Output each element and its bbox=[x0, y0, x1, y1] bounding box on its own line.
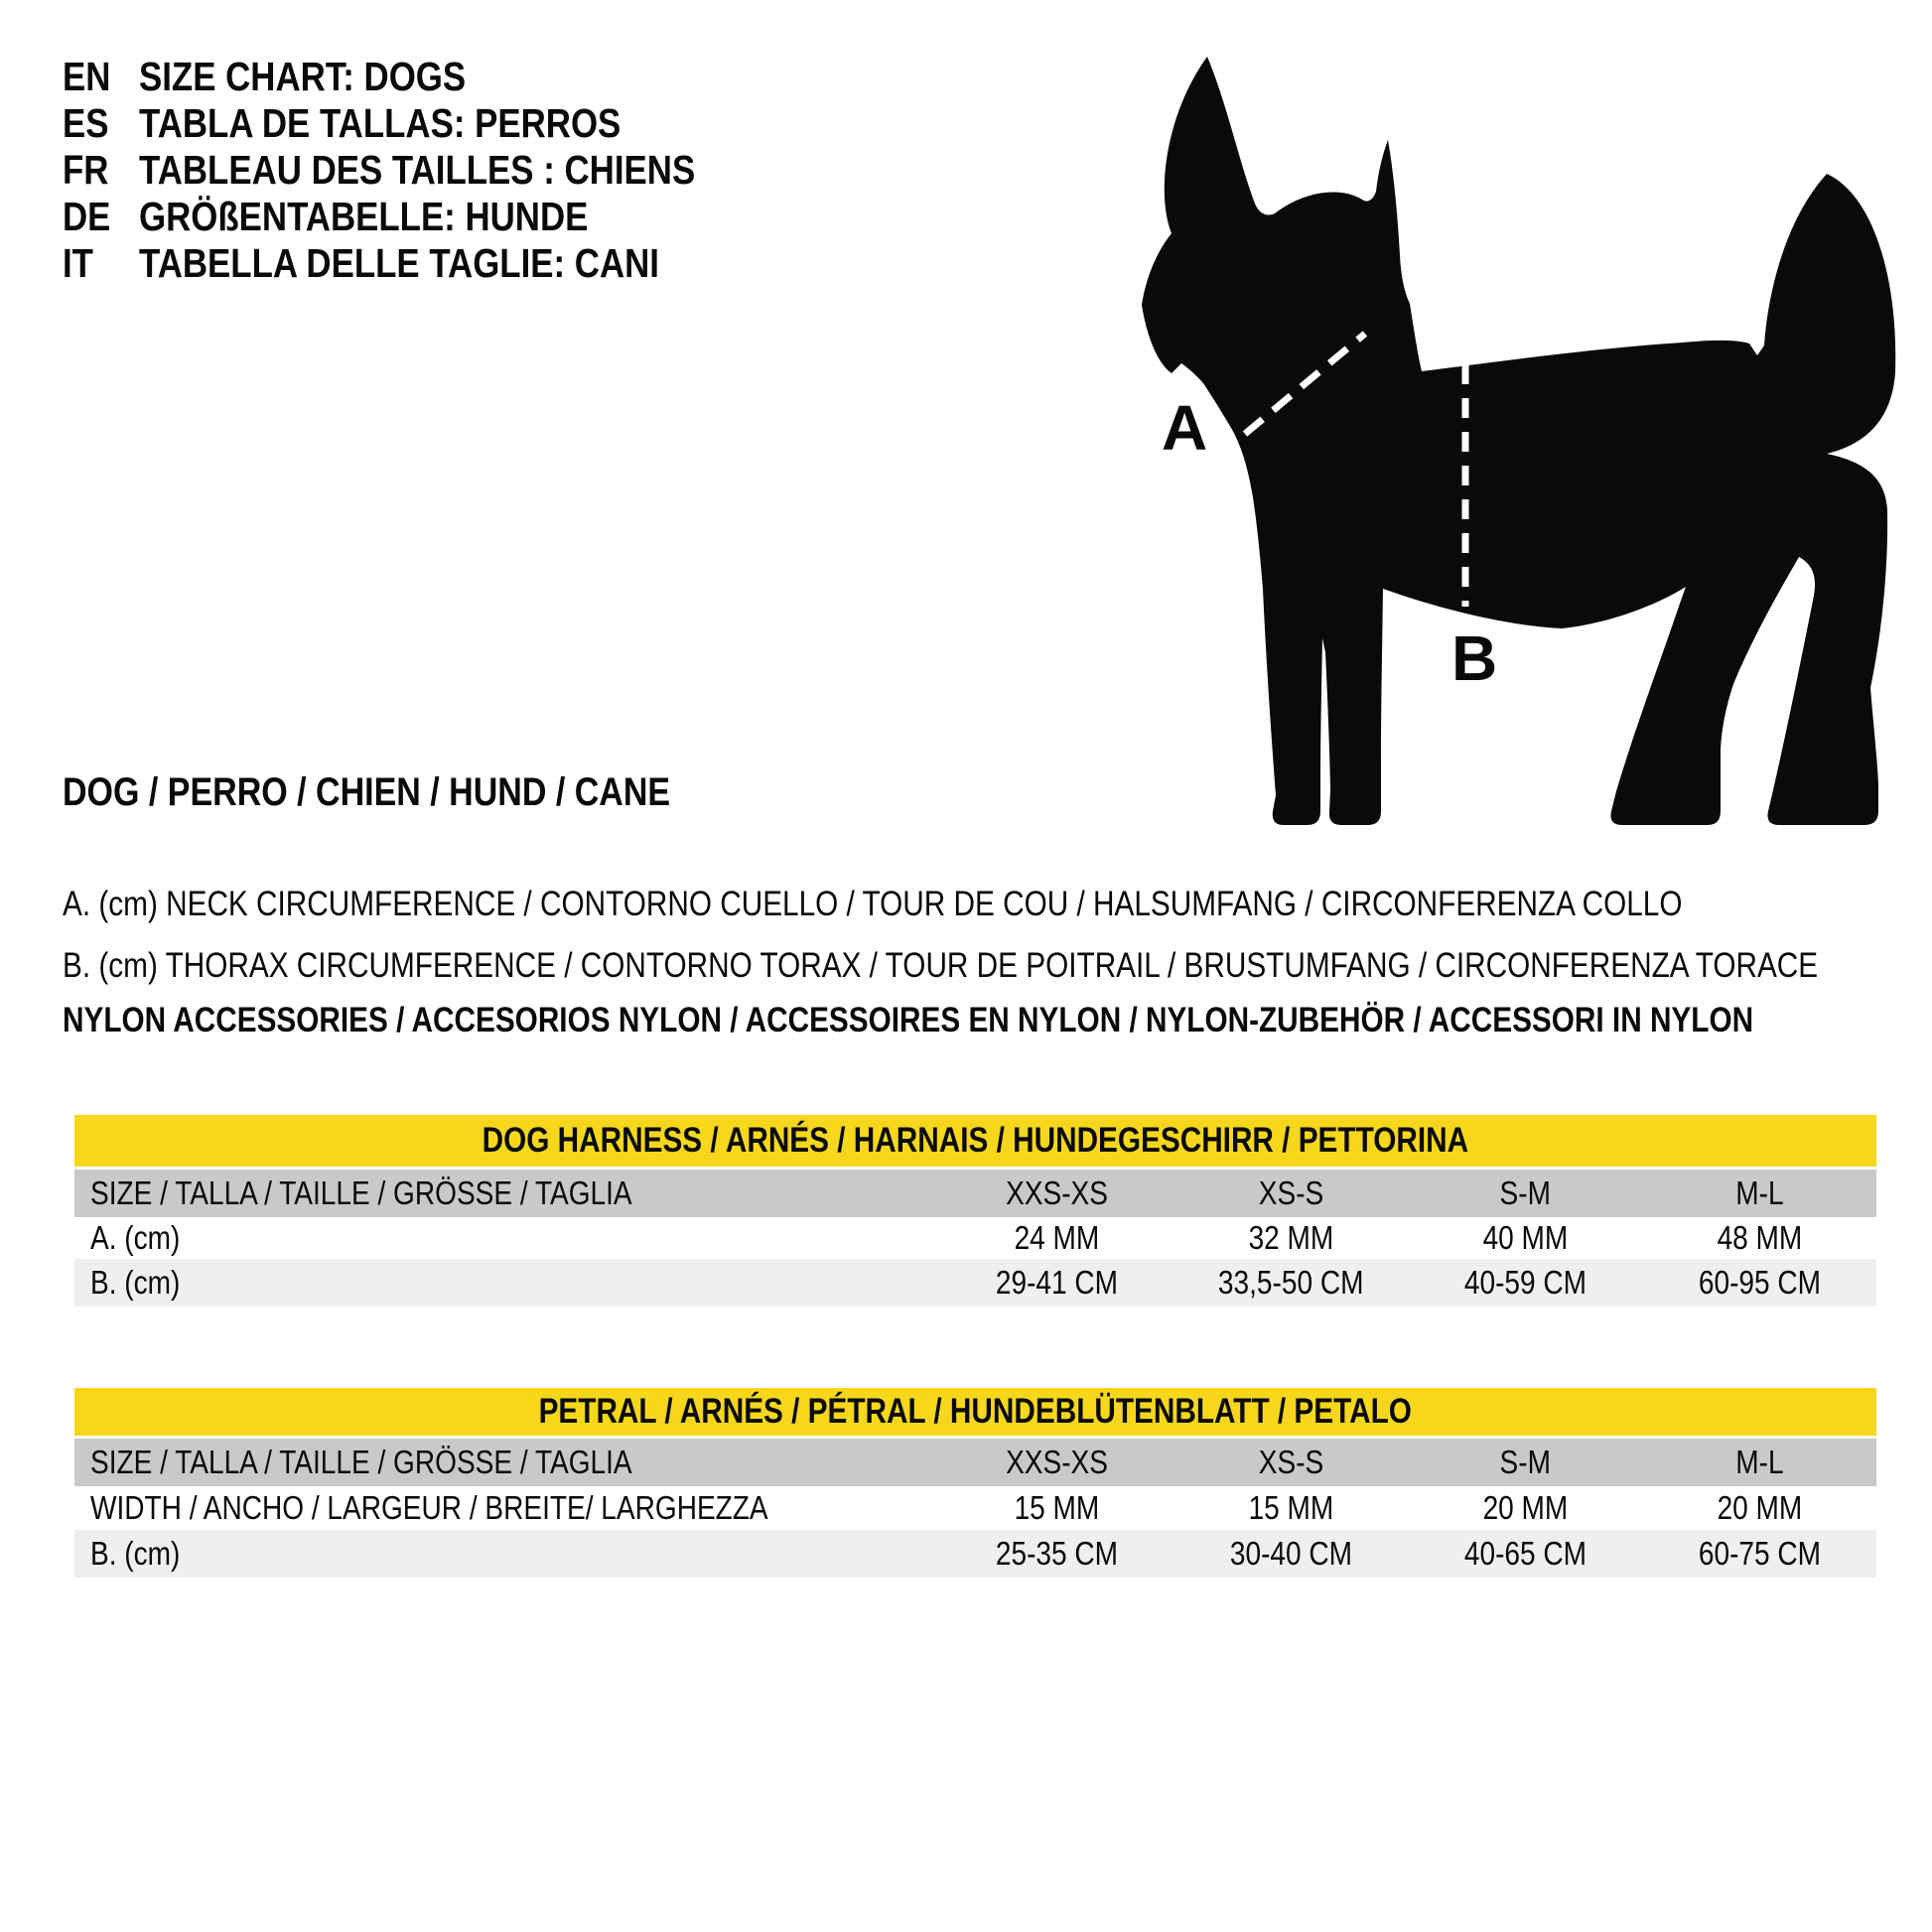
col-header: XS-S bbox=[1258, 1174, 1323, 1211]
cell-value: 24 MM bbox=[1014, 1219, 1100, 1256]
cell-value: 60-75 CM bbox=[1698, 1535, 1821, 1572]
legend-line-material: NYLON ACCESSORIES / ACCESORIOS NYLON / ACCESSOIRES EN NYLON / NYLON-ZUBEHÖR / ACCESSORI IN NYLON bbox=[63, 1001, 1754, 1039]
cell-value: 20 MM bbox=[1482, 1489, 1568, 1526]
table-row bbox=[74, 1259, 1876, 1307]
list-item bbox=[63, 100, 793, 147]
size-header-label: SIZE / TALLA / TAILLE / GRÖSSE / TAGLIA bbox=[90, 1444, 632, 1480]
col-header: M-L bbox=[1734, 1174, 1784, 1211]
cell-value: 40-59 CM bbox=[1463, 1264, 1587, 1301]
legend-line-neck: A. (cm) NECK CIRCUMFERENCE / CONTORNO CUELLO / TOUR DE COU / HALSUMFANG / CIRCONFERENZA COLLO bbox=[63, 885, 1683, 923]
list-item bbox=[63, 147, 793, 194]
harness-table-title: DOG HARNESS / ARNÉS / HARNAIS / HUNDEGESCHIRR / PETTORINA bbox=[74, 1115, 1876, 1167]
cell-value: 29-41 CM bbox=[995, 1264, 1118, 1301]
size-header-label: SIZE / TALLA / TAILLE / GRÖSSE / TAGLIA bbox=[90, 1174, 632, 1211]
cell-value: 40 MM bbox=[1482, 1219, 1568, 1256]
lang-title: SIZE CHART: DOGS bbox=[139, 54, 467, 99]
marker-b-label: B bbox=[1451, 622, 1498, 694]
cell-value: 15 MM bbox=[1014, 1489, 1100, 1526]
cell-value: 48 MM bbox=[1717, 1219, 1802, 1256]
lang-code: DE bbox=[63, 194, 111, 239]
cell-value: 25-35 CM bbox=[995, 1535, 1118, 1572]
list-item bbox=[63, 194, 793, 240]
cell-value: 60-95 CM bbox=[1698, 1264, 1821, 1301]
dog-body-shape bbox=[1142, 57, 1895, 825]
col-header: S-M bbox=[1499, 1444, 1551, 1480]
lang-code: IT bbox=[63, 240, 93, 286]
lang-title: TABLA DE TALLAS: PERROS bbox=[139, 100, 621, 146]
cell-value: 20 MM bbox=[1717, 1489, 1802, 1526]
language-title-list bbox=[63, 54, 793, 287]
lang-title: GRÖßENTABELLE: HUNDE bbox=[139, 194, 589, 239]
dog-silhouette bbox=[1132, 45, 1906, 839]
row-label: A. (cm) bbox=[90, 1219, 181, 1256]
row-label: WIDTH / ANCHO / LARGEUR / BREITE/ LARGHEZZA bbox=[90, 1489, 768, 1526]
lang-code: FR bbox=[63, 147, 109, 193]
col-header: M-L bbox=[1734, 1444, 1784, 1480]
lang-title: TABLEAU DES TAILLES : CHIENS bbox=[139, 147, 696, 193]
col-header: XS-S bbox=[1258, 1444, 1323, 1480]
table-row bbox=[74, 1217, 1876, 1259]
lang-code: EN bbox=[63, 54, 111, 99]
col-header: XXS-XS bbox=[1005, 1444, 1108, 1480]
figure-caption: DOG / PERRO / CHIEN / HUND / CANE bbox=[63, 770, 671, 814]
table-row bbox=[74, 1486, 1876, 1530]
marker-a-label: A bbox=[1162, 392, 1208, 464]
petral-size-header-row bbox=[74, 1439, 1876, 1486]
row-label: B. (cm) bbox=[90, 1535, 181, 1572]
col-header: S-M bbox=[1499, 1174, 1551, 1211]
list-item bbox=[63, 240, 793, 287]
cell-value: 30-40 CM bbox=[1229, 1535, 1352, 1572]
col-header: XXS-XS bbox=[1005, 1174, 1108, 1211]
row-label: B. (cm) bbox=[90, 1264, 181, 1301]
lang-title: TABELLA DELLE TAGLIE: CANI bbox=[139, 240, 659, 286]
cell-value: 33,5-50 CM bbox=[1217, 1264, 1364, 1301]
legend-line-thorax: B. (cm) THORAX CIRCUMFERENCE / CONTORNO TORAX / TOUR DE POITRAIL / BRUSTUMFANG / CIRCONFERENZA TORACE bbox=[63, 946, 1819, 985]
harness-size-header-row bbox=[74, 1170, 1876, 1217]
lang-code: ES bbox=[63, 100, 109, 146]
list-item bbox=[63, 54, 793, 100]
cell-value: 15 MM bbox=[1248, 1489, 1333, 1526]
petral-table-title: PETRAL / ARNÉS / PÉTRAL / HUNDEBLÜTENBLATT / PETALO bbox=[74, 1388, 1876, 1436]
cell-value: 32 MM bbox=[1248, 1219, 1333, 1256]
table-row bbox=[74, 1530, 1876, 1578]
cell-value: 40-65 CM bbox=[1463, 1535, 1587, 1572]
